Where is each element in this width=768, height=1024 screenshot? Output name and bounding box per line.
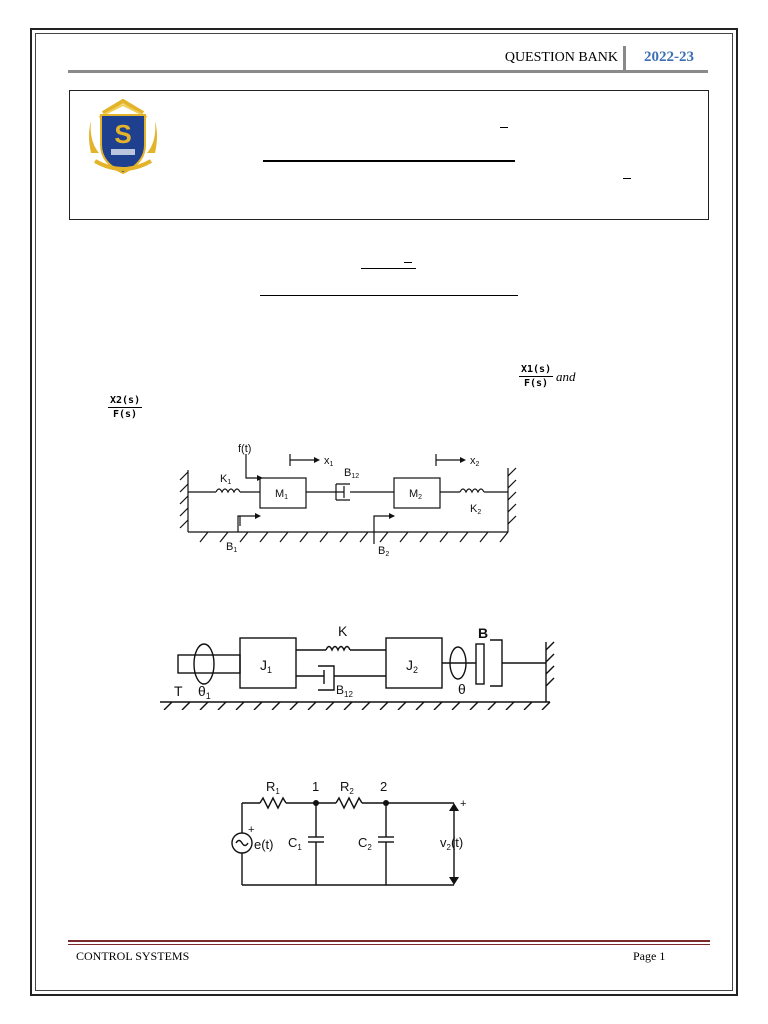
resistor-r2 — [336, 798, 362, 808]
label-output-plus: + — [460, 798, 467, 810]
footer-rule-thin — [68, 944, 710, 945]
section-underline-long — [260, 295, 518, 296]
label-b12: B12 — [344, 467, 360, 480]
logo-monogram: S — [114, 119, 132, 149]
frac2-numerator: X2(s) — [110, 395, 141, 406]
frac2-denominator: F(s) — [113, 409, 138, 420]
ground-hatch — [200, 532, 508, 542]
label-b: B — [478, 625, 489, 641]
left-wall-hatch — [180, 472, 188, 528]
force-arrow — [246, 454, 260, 478]
header-separator — [623, 46, 626, 72]
spring-k2 — [460, 489, 484, 492]
title-underscore-mark-2 — [623, 178, 631, 179]
damper-b-cup — [490, 640, 502, 686]
inertia-j2 — [386, 638, 442, 688]
header-year: 2022-23 — [644, 49, 694, 65]
output-arrowhead-top — [449, 803, 459, 811]
label-torque: T — [174, 683, 183, 699]
label-b12: $B_{12}$ — [336, 683, 353, 699]
footer-subject: CONTROL SYSTEMS — [76, 949, 190, 963]
b2-arrowhead — [389, 513, 395, 519]
section-underline-short — [361, 268, 416, 269]
title-underscore-mark — [500, 127, 508, 128]
label-m1: M1 — [275, 488, 289, 501]
logo-right-wing — [147, 121, 157, 153]
x2-arrowhead — [460, 457, 466, 463]
header-rule — [68, 70, 708, 73]
label-k1: K1 — [220, 473, 232, 486]
label-x1: x1 — [324, 455, 334, 468]
input-shaft — [178, 655, 240, 673]
ground-hatch — [164, 702, 550, 710]
label-c1: $C_1$ — [288, 835, 302, 852]
source-sine-icon — [236, 841, 248, 846]
damper-b12 — [318, 666, 334, 690]
damper-b-plate — [476, 644, 484, 684]
footer-rule — [68, 940, 710, 942]
frac1-numerator: X1(s) — [521, 364, 552, 375]
inertia-j1 — [240, 638, 296, 688]
right-wall-hatch — [546, 642, 554, 686]
right-wall-hatch — [508, 468, 516, 524]
label-r2: $R_2$ — [340, 779, 354, 796]
damper-b2-link — [374, 516, 394, 544]
label-m2: M2 — [409, 488, 423, 501]
label-x2: x2 — [470, 455, 480, 468]
label-theta: θ — [458, 681, 466, 697]
figure-translational-system — [178, 440, 518, 558]
label-k: K — [338, 623, 348, 639]
label-k2: K2 — [470, 503, 482, 516]
title-underline — [263, 160, 515, 162]
label-source: e(t) — [254, 837, 274, 852]
label-node-1: 1 — [312, 779, 320, 794]
label-b2: B2 — [378, 545, 390, 558]
node-1 — [313, 800, 319, 806]
b1-arrowhead — [255, 513, 261, 519]
label-output-voltage: $v_2(t)$ — [440, 835, 464, 852]
transfer-function-x1 — [519, 364, 553, 389]
label-source-plus: + — [248, 824, 255, 836]
frac1-denominator: F(s) — [524, 378, 549, 389]
footer-page-number: Page 1 — [633, 949, 666, 963]
label-b1: B1 — [226, 541, 238, 554]
college-logo — [85, 99, 161, 179]
output-arrowhead-bottom — [449, 877, 459, 885]
label-r1: $R_1$ — [266, 779, 280, 796]
label-c2: $C_2$ — [358, 835, 372, 852]
transfer-function-x2 — [108, 395, 142, 420]
label-node-2: 2 — [380, 779, 388, 794]
header-label: QUESTION BANK — [504, 50, 618, 65]
figure-rc-network — [228, 775, 478, 893]
section-underscore-mark — [404, 262, 412, 263]
spring-k — [326, 647, 350, 651]
conjunction-and: and — [556, 369, 576, 384]
label-theta1: $\theta_1$ — [198, 683, 211, 701]
node-2 — [383, 800, 389, 806]
figure-rotational-system — [160, 618, 560, 710]
label-j1: $J_1$ — [260, 657, 273, 675]
resistor-r1 — [260, 798, 286, 808]
logo-book — [111, 149, 135, 155]
torque-arc — [194, 644, 214, 684]
page-header — [70, 48, 708, 72]
title-box — [69, 90, 709, 220]
x1-arrowhead — [314, 457, 320, 463]
logo-left-wing — [89, 121, 99, 153]
label-force: f(t) — [238, 443, 252, 455]
label-j2: $J_2$ — [406, 657, 419, 675]
spring-k1 — [216, 489, 240, 492]
